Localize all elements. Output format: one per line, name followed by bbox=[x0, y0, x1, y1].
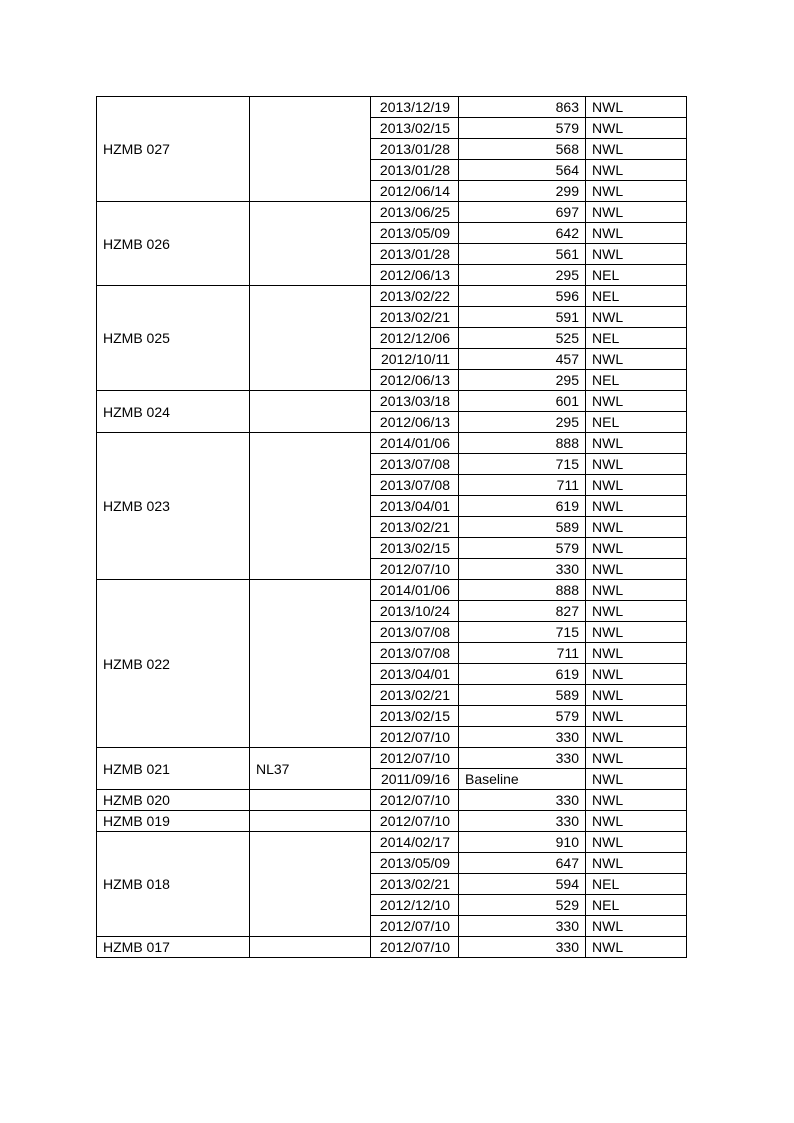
value-cell: 888 bbox=[459, 433, 586, 454]
date-cell: 2013/02/15 bbox=[371, 538, 459, 559]
date-cell: 2012/12/06 bbox=[371, 328, 459, 349]
code-cell: NWL bbox=[586, 622, 687, 643]
value-cell: 579 bbox=[459, 706, 586, 727]
location-id-cell: HZMB 021 bbox=[97, 748, 250, 790]
table-row bbox=[97, 811, 687, 832]
date-cell: 2012/07/10 bbox=[371, 790, 459, 811]
value-cell: 330 bbox=[459, 559, 586, 580]
value-cell: 711 bbox=[459, 475, 586, 496]
table-body bbox=[97, 97, 687, 958]
date-cell: 2012/06/13 bbox=[371, 370, 459, 391]
table-row bbox=[97, 97, 687, 118]
value-cell: 330 bbox=[459, 748, 586, 769]
table-row bbox=[97, 790, 687, 811]
date-cell: 2012/07/10 bbox=[371, 748, 459, 769]
value-cell: Baseline bbox=[459, 769, 586, 790]
reference-cell bbox=[250, 937, 371, 958]
date-cell: 2012/07/10 bbox=[371, 559, 459, 580]
date-cell: 2014/01/06 bbox=[371, 433, 459, 454]
code-cell: NWL bbox=[586, 307, 687, 328]
code-cell: NWL bbox=[586, 811, 687, 832]
code-cell: NWL bbox=[586, 664, 687, 685]
value-cell: 457 bbox=[459, 349, 586, 370]
reference-cell bbox=[250, 202, 371, 286]
code-cell: NEL bbox=[586, 328, 687, 349]
value-cell: 295 bbox=[459, 265, 586, 286]
reference-cell bbox=[250, 811, 371, 832]
date-cell: 2013/02/21 bbox=[371, 874, 459, 895]
value-cell: 330 bbox=[459, 937, 586, 958]
value-cell: 715 bbox=[459, 454, 586, 475]
location-id-cell: HZMB 022 bbox=[97, 580, 250, 748]
value-cell: 579 bbox=[459, 118, 586, 139]
code-cell: NWL bbox=[586, 97, 687, 118]
date-cell: 2013/07/08 bbox=[371, 454, 459, 475]
date-cell: 2013/03/18 bbox=[371, 391, 459, 412]
value-cell: 525 bbox=[459, 328, 586, 349]
table-row bbox=[97, 937, 687, 958]
date-cell: 2013/02/15 bbox=[371, 706, 459, 727]
date-cell: 2013/02/21 bbox=[371, 517, 459, 538]
value-cell: 589 bbox=[459, 685, 586, 706]
date-cell: 2012/07/10 bbox=[371, 937, 459, 958]
code-cell: NWL bbox=[586, 454, 687, 475]
date-cell: 2013/02/21 bbox=[371, 685, 459, 706]
value-cell: 591 bbox=[459, 307, 586, 328]
value-cell: 863 bbox=[459, 97, 586, 118]
date-cell: 2013/04/01 bbox=[371, 664, 459, 685]
code-cell: NWL bbox=[586, 139, 687, 160]
reference-cell bbox=[250, 286, 371, 391]
reference-cell bbox=[250, 580, 371, 748]
value-cell: 561 bbox=[459, 244, 586, 265]
date-cell: 2013/06/25 bbox=[371, 202, 459, 223]
code-cell: NEL bbox=[586, 895, 687, 916]
value-cell: 564 bbox=[459, 160, 586, 181]
reference-cell bbox=[250, 97, 371, 202]
date-cell: 2013/05/09 bbox=[371, 853, 459, 874]
location-id-cell: HZMB 024 bbox=[97, 391, 250, 433]
code-cell: NWL bbox=[586, 706, 687, 727]
date-cell: 2012/10/11 bbox=[371, 349, 459, 370]
value-cell: 619 bbox=[459, 664, 586, 685]
code-cell: NWL bbox=[586, 937, 687, 958]
reference-cell bbox=[250, 790, 371, 811]
location-id-cell: HZMB 023 bbox=[97, 433, 250, 580]
code-cell: NEL bbox=[586, 370, 687, 391]
date-cell: 2013/02/21 bbox=[371, 307, 459, 328]
value-cell: 697 bbox=[459, 202, 586, 223]
value-cell: 295 bbox=[459, 412, 586, 433]
code-cell: NWL bbox=[586, 391, 687, 412]
location-id-cell: HZMB 017 bbox=[97, 937, 250, 958]
value-cell: 330 bbox=[459, 727, 586, 748]
code-cell: NEL bbox=[586, 874, 687, 895]
code-cell: NWL bbox=[586, 202, 687, 223]
value-cell: 647 bbox=[459, 853, 586, 874]
location-id-cell: HZMB 025 bbox=[97, 286, 250, 391]
date-cell: 2013/07/08 bbox=[371, 475, 459, 496]
value-cell: 619 bbox=[459, 496, 586, 517]
value-cell: 594 bbox=[459, 874, 586, 895]
table-row bbox=[97, 832, 687, 853]
date-cell: 2014/02/17 bbox=[371, 832, 459, 853]
code-cell: NWL bbox=[586, 118, 687, 139]
code-cell: NWL bbox=[586, 349, 687, 370]
code-cell: NWL bbox=[586, 643, 687, 664]
date-cell: 2012/12/10 bbox=[371, 895, 459, 916]
value-cell: 589 bbox=[459, 517, 586, 538]
value-cell: 330 bbox=[459, 790, 586, 811]
value-cell: 330 bbox=[459, 811, 586, 832]
date-cell: 2013/01/28 bbox=[371, 160, 459, 181]
code-cell: NEL bbox=[586, 286, 687, 307]
table-row bbox=[97, 286, 687, 307]
table-row bbox=[97, 391, 687, 412]
value-cell: 642 bbox=[459, 223, 586, 244]
data-table bbox=[96, 96, 687, 958]
date-cell: 2012/06/14 bbox=[371, 181, 459, 202]
code-cell: NWL bbox=[586, 496, 687, 517]
location-id-cell: HZMB 027 bbox=[97, 97, 250, 202]
location-id-cell: HZMB 020 bbox=[97, 790, 250, 811]
code-cell: NWL bbox=[586, 223, 687, 244]
value-cell: 711 bbox=[459, 643, 586, 664]
value-cell: 299 bbox=[459, 181, 586, 202]
date-cell: 2013/07/08 bbox=[371, 643, 459, 664]
date-cell: 2012/07/10 bbox=[371, 916, 459, 937]
value-cell: 568 bbox=[459, 139, 586, 160]
code-cell: NWL bbox=[586, 832, 687, 853]
date-cell: 2013/02/22 bbox=[371, 286, 459, 307]
table-row bbox=[97, 202, 687, 223]
code-cell: NEL bbox=[586, 265, 687, 286]
value-cell: 910 bbox=[459, 832, 586, 853]
reference-cell bbox=[250, 832, 371, 937]
code-cell: NWL bbox=[586, 559, 687, 580]
code-cell: NWL bbox=[586, 517, 687, 538]
value-cell: 529 bbox=[459, 895, 586, 916]
date-cell: 2013/01/28 bbox=[371, 139, 459, 160]
table-row bbox=[97, 580, 687, 601]
code-cell: NWL bbox=[586, 580, 687, 601]
code-cell: NWL bbox=[586, 601, 687, 622]
value-cell: 827 bbox=[459, 601, 586, 622]
reference-cell: NL37 bbox=[250, 748, 371, 790]
value-cell: 601 bbox=[459, 391, 586, 412]
date-cell: 2012/06/13 bbox=[371, 265, 459, 286]
code-cell: NWL bbox=[586, 244, 687, 265]
code-cell: NWL bbox=[586, 538, 687, 559]
location-id-cell: HZMB 019 bbox=[97, 811, 250, 832]
value-cell: 295 bbox=[459, 370, 586, 391]
location-id-cell: HZMB 018 bbox=[97, 832, 250, 937]
code-cell: NWL bbox=[586, 433, 687, 454]
date-cell: 2012/07/10 bbox=[371, 727, 459, 748]
value-cell: 888 bbox=[459, 580, 586, 601]
value-cell: 330 bbox=[459, 916, 586, 937]
date-cell: 2012/06/13 bbox=[371, 412, 459, 433]
code-cell: NWL bbox=[586, 160, 687, 181]
table-row bbox=[97, 433, 687, 454]
date-cell: 2013/05/09 bbox=[371, 223, 459, 244]
code-cell: NWL bbox=[586, 727, 687, 748]
code-cell: NWL bbox=[586, 685, 687, 706]
date-cell: 2013/01/28 bbox=[371, 244, 459, 265]
reference-cell bbox=[250, 391, 371, 433]
value-cell: 715 bbox=[459, 622, 586, 643]
date-cell: 2014/01/06 bbox=[371, 580, 459, 601]
code-cell: NWL bbox=[586, 748, 687, 769]
code-cell: NWL bbox=[586, 853, 687, 874]
table-row bbox=[97, 748, 687, 769]
value-cell: 596 bbox=[459, 286, 586, 307]
code-cell: NWL bbox=[586, 916, 687, 937]
code-cell: NWL bbox=[586, 181, 687, 202]
code-cell: NEL bbox=[586, 412, 687, 433]
location-id-cell: HZMB 026 bbox=[97, 202, 250, 286]
date-cell: 2013/04/01 bbox=[371, 496, 459, 517]
date-cell: 2013/10/24 bbox=[371, 601, 459, 622]
code-cell: NWL bbox=[586, 790, 687, 811]
date-cell: 2013/07/08 bbox=[371, 622, 459, 643]
date-cell: 2013/12/19 bbox=[371, 97, 459, 118]
code-cell: NWL bbox=[586, 475, 687, 496]
date-cell: 2012/07/10 bbox=[371, 811, 459, 832]
date-cell: 2011/09/16 bbox=[371, 769, 459, 790]
reference-cell bbox=[250, 433, 371, 580]
date-cell: 2013/02/15 bbox=[371, 118, 459, 139]
value-cell: 579 bbox=[459, 538, 586, 559]
code-cell: NWL bbox=[586, 769, 687, 790]
